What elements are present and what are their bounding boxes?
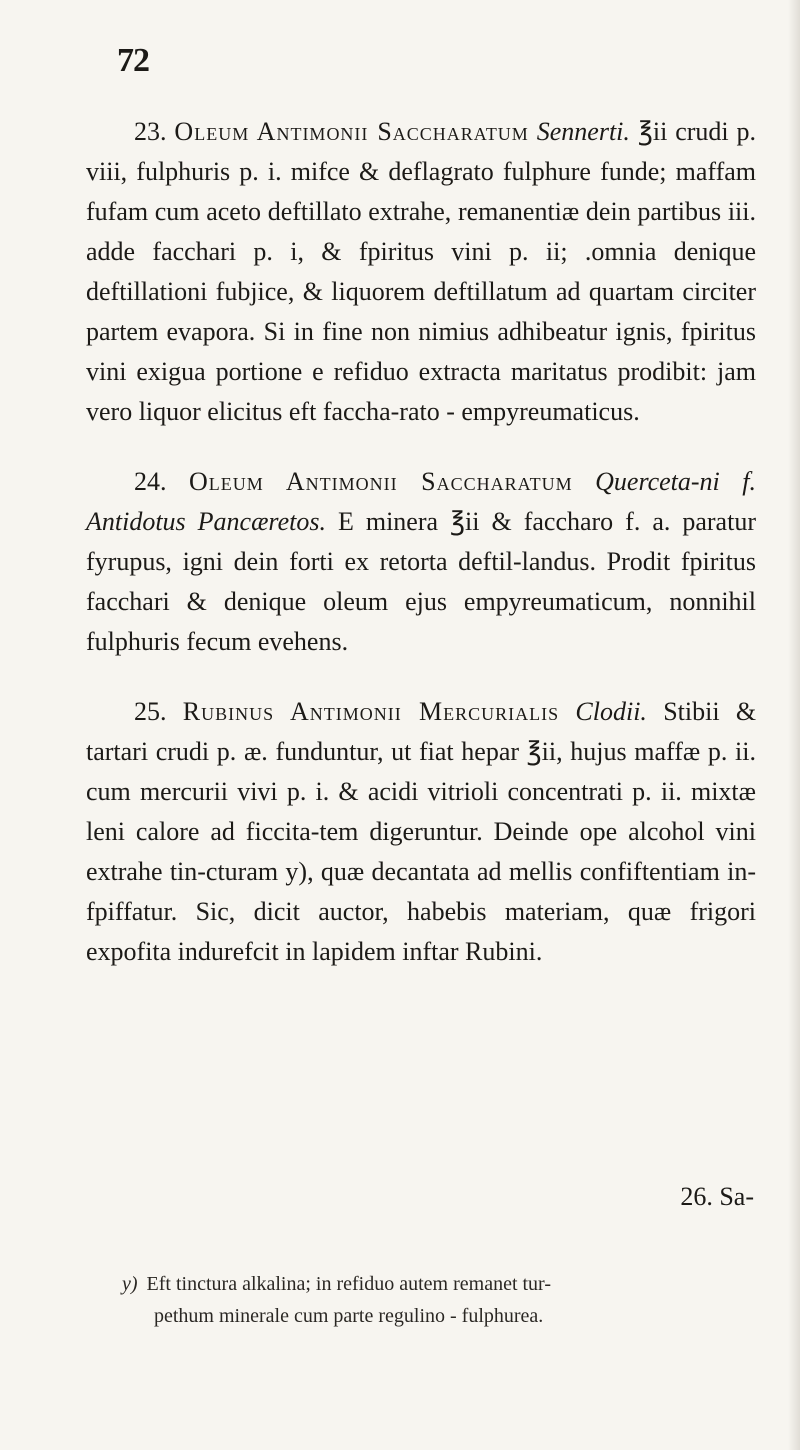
entry-number: 23.	[134, 117, 167, 146]
entry-author: Clodii.	[575, 697, 647, 726]
entry-title: Rubinus Antimonii Mercurialis	[182, 697, 560, 726]
entry-number: 24.	[134, 467, 167, 496]
entry-text: Stibii & tartari crudi p. æ. funduntur, ut fiat hepar ℥ii, hujus maffæ p. ii. cum mercurii vivi p. i. & acidi vitrioli concentrati p. ii. mixtæ leni calore ad ficcita-tem digeruntur. Deinde ope alcohol vini extrahe tin-cturam y), quæ decantata ad mellis confiftentiam in-fpiffatur. Sic, dicit auctor, habebis materiam, quæ frigori expofita indurefcit in lapidem inftar Rubini.	[86, 697, 757, 966]
entry-author: Sennerti.	[536, 117, 630, 146]
footnote-mark: y)	[122, 1273, 138, 1295]
entry-title: Oleum Antimonii Saccharatum	[174, 117, 529, 146]
catchword: 26. Sa-	[680, 1182, 754, 1211]
entry-title: Oleum Antimonii Saccharatum	[189, 467, 573, 496]
entry-23	[86, 112, 756, 432]
body-text	[86, 112, 756, 1002]
entry-25	[86, 692, 756, 972]
entry-author: Querceta-ni f. Antidotus Pancæretos.	[86, 467, 757, 536]
entry-number: 25.	[134, 697, 167, 726]
footnote-line-1: Eft tinctura alkalina; in refiduo autem remanet tur-	[146, 1273, 551, 1295]
entry-text: E minera ℥ii & faccharo f. a. paratur fyrupus, igni dein forti ex retorta deftil-landus. Prodit fpiritus facchari & denique oleum ejus empyreumaticum, nonnihil fulphuris fecum evehens.	[86, 507, 756, 656]
entry-text: ℥ii crudi p. viii, fulphuris p. i. mifce & deflagrato fulphure funde; maffam fufam cum aceto deftillato extrahe, remanentiæ dein partibus iii. adde facchari p. i, & fpiritus vini p. ii; .omnia denique deftillationi fubjice, & liquorem deftillatum ad quartam circiter partem evapora. Si in fine non nimius adhibeatur ignis, fpiritus vini exigua portione e refiduo extracta maritatus prodibit: jam vero liquor elicitus eft faccha-rato - empyreumaticus.	[86, 117, 757, 426]
footnote	[122, 1268, 752, 1332]
footnote-line-2: pethum minerale cum parte regulino - fulphurea.	[154, 1305, 544, 1327]
page-number: 72	[117, 42, 149, 79]
page-edge-shadow	[788, 0, 800, 1450]
entry-24	[86, 462, 756, 662]
